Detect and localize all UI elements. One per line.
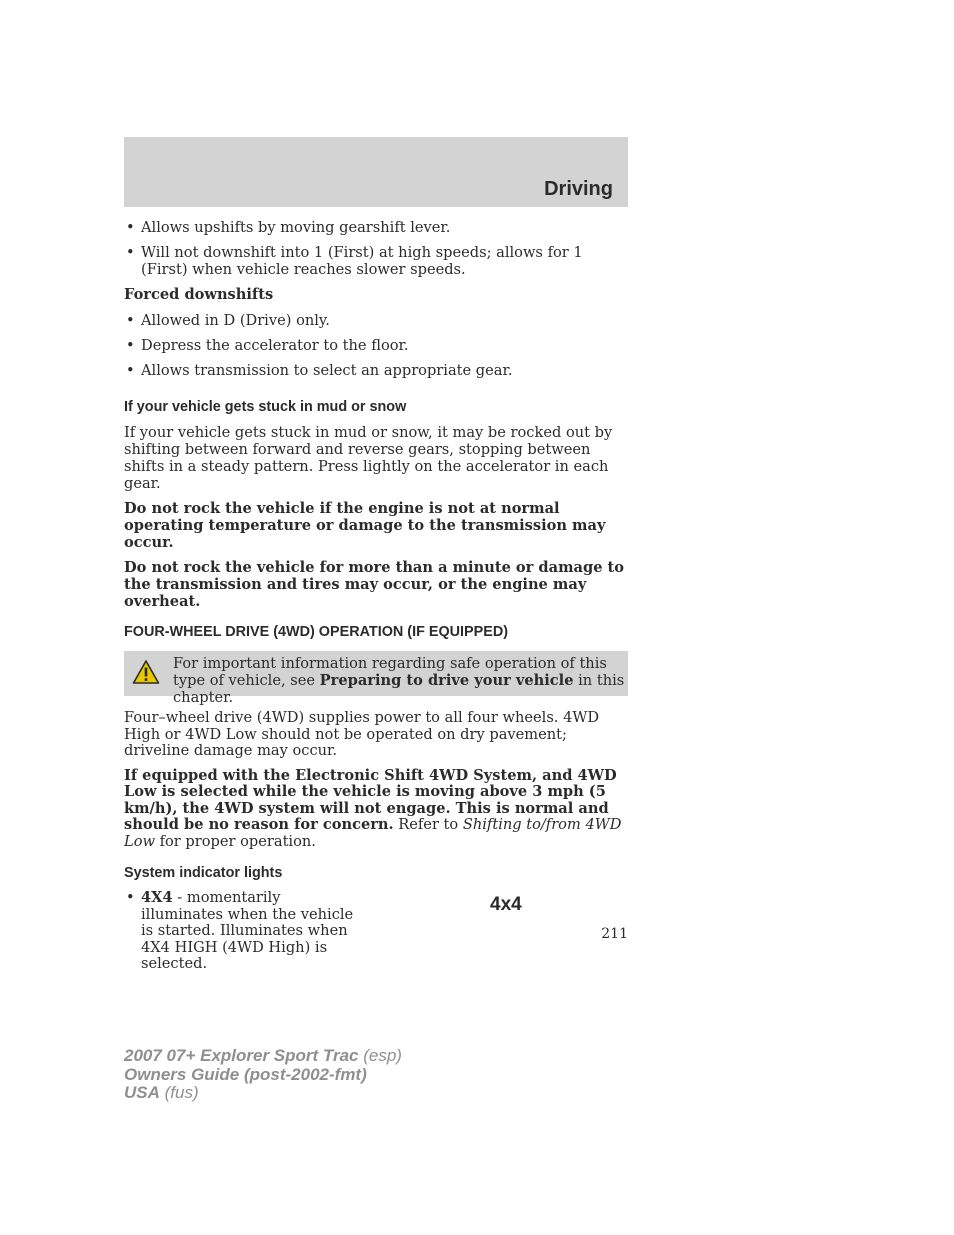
list-item: • Allows transmission to select an appropriate gear. bbox=[124, 362, 628, 379]
main-content bbox=[124, 219, 628, 972]
list-item: • Allows upshifts by moving gearshift lever. bbox=[124, 219, 628, 236]
warning-box bbox=[124, 651, 628, 706]
list-item: • 4X4 - momentarily illuminates when the vehicle is started. Illuminates when 4X4 HIGH (4WD High) is selected. bbox=[124, 890, 364, 973]
section-header-band bbox=[124, 137, 628, 207]
page-number: 211 bbox=[601, 926, 628, 942]
stuck-warning-2: Do not rock the vehicle for more than a minute or damage to the transmission and tires may occur, or the engine may overheat. bbox=[124, 559, 625, 610]
indicator-item bbox=[124, 889, 628, 972]
four-wd-heading: FOUR-WHEEL DRIVE (4WD) OPERATION (IF EQUIPPED) bbox=[124, 624, 509, 640]
list-item: • Allowed in D (Drive) only. bbox=[124, 312, 628, 329]
forced-downshifts-list bbox=[124, 312, 628, 379]
stuck-heading: If your vehicle gets stuck in mud or snow bbox=[124, 399, 407, 415]
stuck-paragraph: If your vehicle gets stuck in mud or snow, it may be rocked out by shifting between forward and reverse gears, stopping between shifts in a steady pattern. Press lightly on the accelerator in each gear. bbox=[124, 424, 613, 492]
indicators-heading: System indicator lights bbox=[124, 865, 283, 881]
warning-text: For important information regarding safe operation of this type of vehicle, see Preparing to drive your vehicle in this chapter. bbox=[173, 655, 625, 706]
4x4-indicator-icon: 4x4 bbox=[490, 894, 522, 915]
document-footer: 2007 07+ Explorer Sport Trac (esp) Owners Guide (post-2002-fmt) USA (fus) bbox=[124, 1046, 402, 1103]
forced-downshifts-label: Forced downshifts bbox=[124, 286, 274, 303]
warning-triangle-icon bbox=[132, 659, 160, 685]
four-wd-paragraph: Four–wheel drive (4WD) supplies power to all four wheels. 4WD High or 4WD Low should not be operated on dry pavement; driveline damage may occur. bbox=[124, 709, 600, 759]
indicator-label: 4X4 bbox=[141, 889, 173, 906]
warning-reference: Preparing to drive your vehicle bbox=[319, 672, 574, 689]
intro-bullet-list bbox=[124, 219, 628, 278]
section-title: Driving bbox=[544, 178, 613, 200]
four-wd-note: If equipped with the Electronic Shift 4WD System, and 4WD Low is selected while the vehicle is moving above 3 mph (5 km/h), the 4WD system will not engage. This is normal and should be no reason for concern. Refer to Shifting to/from 4WD Low for proper operation. bbox=[124, 766, 622, 850]
list-item: • Will not downshift into 1 (First) at high speeds; allows for 1 (First) when vehicle reaches slower speeds. bbox=[124, 244, 628, 278]
note-reference: Shifting to/from 4WD Low bbox=[124, 816, 622, 850]
list-item: • Depress the accelerator to the floor. bbox=[124, 337, 628, 354]
stuck-warning-1: Do not rock the vehicle if the engine is not at normal operating temperature or damage to the transmission may occur. bbox=[124, 500, 606, 551]
